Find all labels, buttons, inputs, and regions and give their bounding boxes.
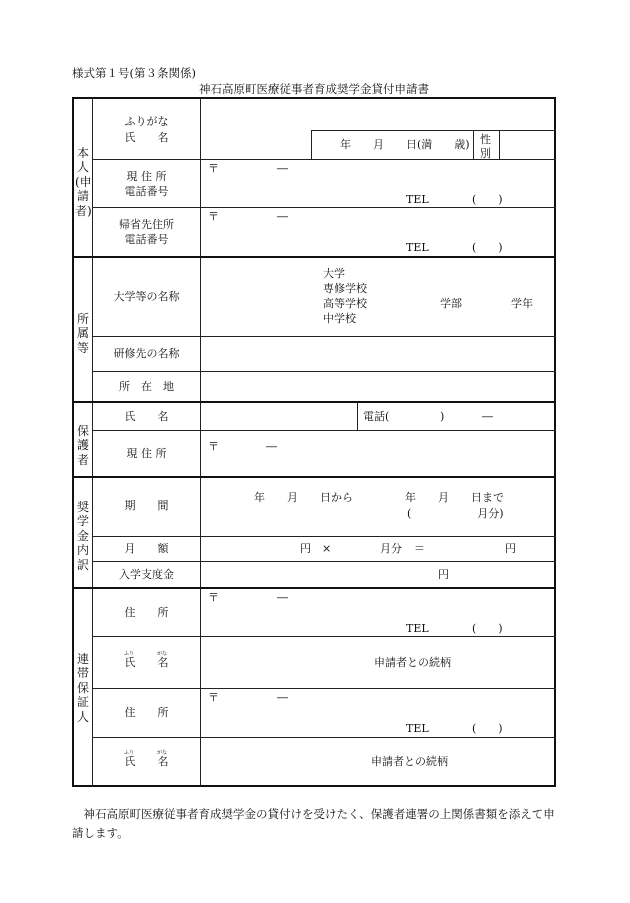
period-to: 年 月 日まで: [405, 491, 504, 504]
application-statement: 神石高原町医療従事者育成奨学金の貸付けを受けたく、保護者連署の上関係書類を添えて申請します。: [72, 807, 555, 840]
ruby-family: ふり: [124, 651, 135, 657]
training-name-label: 研修先の名称: [113, 347, 180, 360]
guardian-phone-close: ): [440, 410, 445, 423]
section-affiliation: 所属等: [76, 312, 89, 355]
monthly-times: ×: [322, 542, 332, 555]
section-guardian: 保護者: [76, 424, 89, 467]
faculty-label: 学部: [440, 297, 462, 310]
guarantor2-relationship: 申請者との続柄: [371, 755, 448, 768]
postal-mark: 〒: [208, 691, 219, 704]
monthly-label: 月 額: [124, 542, 169, 555]
guarantor1-name-label: 氏 名: [124, 656, 169, 669]
ruby-given: がな: [157, 750, 168, 756]
guardian-phone-dash: ―: [482, 410, 493, 423]
section-guarantor: 連帯保証人: [76, 652, 89, 724]
period-months: ( 月分): [407, 507, 504, 520]
ruby-given: がな: [157, 651, 168, 657]
enrollment-label: 入学支度金: [119, 568, 174, 581]
home-phone-label: 電話番号: [124, 233, 169, 246]
form-number: 様式第１号(第３条関係): [72, 66, 196, 80]
guardian-phone-label: 電話(: [363, 410, 390, 423]
tel-label: TEL: [406, 193, 429, 206]
gender-label: 性別: [480, 133, 491, 161]
applicant-address-label: 現 住 所: [126, 170, 167, 183]
guardian-name-label: 氏 名: [124, 410, 169, 423]
form-title: 神石高原町医療従事者育成奨学金貸付申請書: [199, 82, 429, 96]
guarantor1-address-label: 住 所: [124, 606, 169, 619]
school-name-label: 大学等の名称: [113, 290, 180, 303]
school-type-highschool: 高等学校: [323, 297, 367, 310]
label-column-divider: [200, 98, 201, 786]
period-from: 年 月 日から: [254, 491, 353, 504]
applicant-phone-label: 電話番号: [124, 185, 169, 198]
guarantor2-name-label: 氏 名: [124, 755, 169, 768]
section-column-divider: [92, 98, 93, 786]
ruby-family: ふり: [124, 750, 135, 756]
furigana-label: ふりがな: [124, 115, 169, 128]
school-type-vocational: 専修学校: [323, 282, 367, 295]
guarantor2-address-label: 住 所: [124, 706, 169, 719]
tel-label: TEL: [406, 622, 429, 635]
monthly-equals: ＝: [414, 542, 425, 555]
guardian-address-label: 現 住 所: [126, 447, 167, 460]
monthly-yen: 円: [300, 542, 311, 555]
school-type-university: 大学: [323, 267, 345, 280]
school-type-middleschool: 中学校: [323, 312, 356, 325]
postal-dash: ―: [277, 691, 288, 704]
postal-dash: ―: [266, 440, 277, 453]
postal-dash: ―: [277, 162, 288, 175]
tel-parens: ( ): [472, 193, 503, 206]
section-applicant: 本人(申請者): [75, 146, 92, 218]
postal-mark: 〒: [208, 440, 219, 453]
tel-label: TEL: [406, 722, 429, 735]
applicant-name-label: 氏 名: [124, 131, 169, 144]
postal-dash: ―: [277, 210, 288, 223]
postal-mark: 〒: [208, 591, 219, 604]
section-scholarship: 奨学金内訳: [76, 500, 89, 572]
period-label: 期 間: [124, 499, 169, 512]
tel-parens: ( ): [472, 622, 503, 635]
tel-parens: ( ): [472, 241, 503, 254]
home-address-label: 帰省先住所: [119, 218, 174, 231]
monthly-total-yen: 円: [505, 542, 516, 555]
tel-label: TEL: [406, 241, 429, 254]
postal-dash: ―: [277, 591, 288, 604]
grade-label: 学年: [511, 297, 533, 310]
postal-mark: 〒: [208, 210, 219, 223]
location-label: 所 在 地: [119, 380, 174, 393]
monthly-months: 月分: [380, 542, 402, 555]
birth-date-field: 年 月 日(満 歳): [340, 138, 470, 151]
guarantor1-relationship: 申請者との続柄: [374, 656, 451, 669]
postal-mark: 〒: [208, 162, 219, 175]
enrollment-yen: 円: [438, 568, 449, 581]
tel-parens: ( ): [472, 722, 503, 735]
